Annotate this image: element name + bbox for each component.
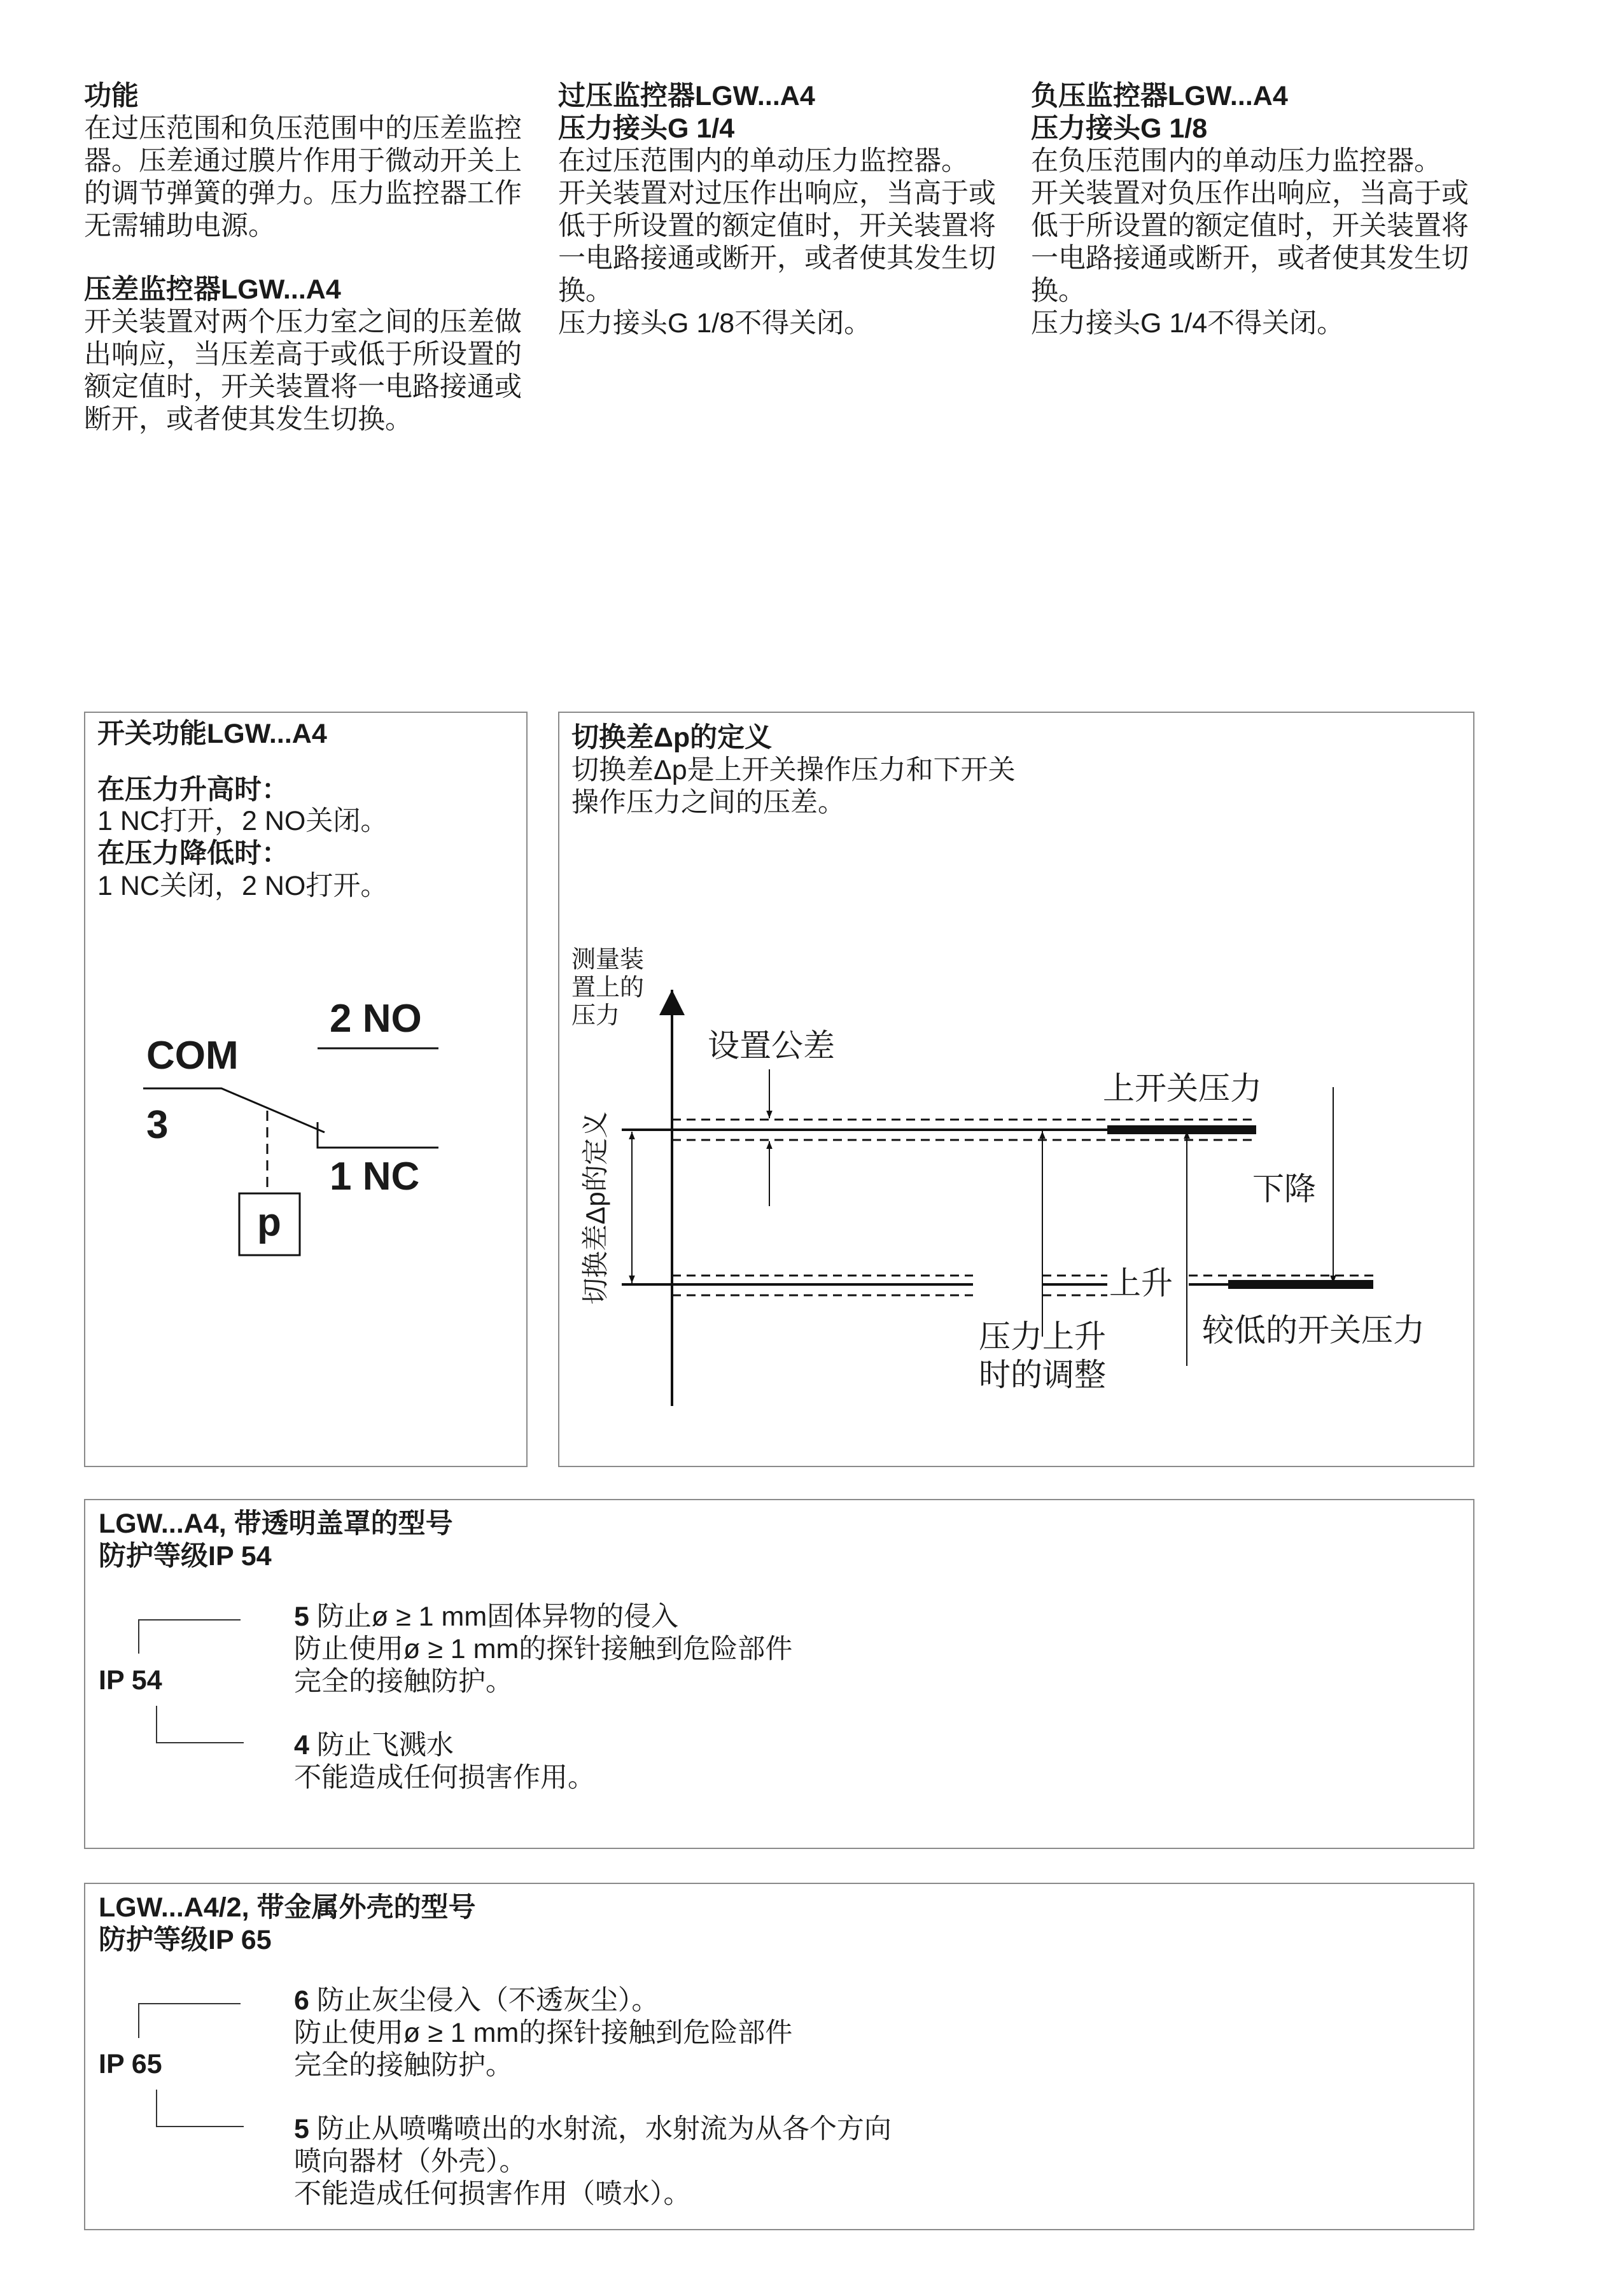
no-contact-label: 2 NO bbox=[330, 997, 422, 1041]
com-label: COM bbox=[146, 1034, 239, 1078]
delta-p-label: 切换差Δp的定义 bbox=[580, 1111, 610, 1305]
com-number-label: 3 bbox=[146, 1103, 169, 1147]
upper-switch-label: 上开关压力 bbox=[1103, 1071, 1262, 1106]
ip65-second-line: 喷向器材（外壳）。 bbox=[294, 2146, 527, 2177]
ip65-first-text: 防止灰尘侵入（不透灰尘）。 bbox=[316, 1985, 659, 2016]
diff-monitor-line: 额定值时，开关装置将一电路接通或 bbox=[84, 372, 522, 402]
switching-difference-title: 切换差Δp的定义 bbox=[571, 722, 773, 753]
diff-monitor-heading: 压差监控器LGW...A4 bbox=[84, 274, 341, 305]
ip54-second-text: 防止飞溅水 bbox=[316, 1730, 454, 1761]
ip65-code: IP 65 bbox=[99, 2049, 162, 2079]
function-line: 的调节弹簧的弹力。压力监控器工作 bbox=[84, 178, 522, 209]
underpressure-line: 在负压范围内的单动压力监控器。 bbox=[1031, 146, 1441, 176]
ip65-second-line bbox=[294, 2113, 892, 2146]
falling-label: 下降 bbox=[1252, 1171, 1316, 1207]
falling-heading: 在压力降低时： bbox=[97, 838, 289, 869]
switching-difference-line: 切换差Δp是上开关操作压力和下开关 bbox=[571, 755, 1016, 785]
ip65-second-digit: 5 bbox=[294, 2114, 309, 2144]
ip65-first-line: 防止使用ø ≥ 1 mm的探针接触到危险部件 bbox=[294, 2018, 793, 2048]
overpressure-line: 开关装置对过压作出响应，当高于或 bbox=[558, 178, 996, 209]
overpressure-subheading: 压力接头G 1/4 bbox=[558, 113, 735, 144]
ip65-box bbox=[84, 1883, 1474, 2230]
underpressure-line: 开关装置对负压作出响应，当高于或 bbox=[1031, 178, 1469, 209]
y-axis-label: 压力 bbox=[571, 1002, 620, 1029]
function-line: 在过压范围和负压范围中的压差监控 bbox=[84, 113, 522, 144]
underpressure-line: 低于所设置的额定值时，开关装置将 bbox=[1031, 211, 1469, 241]
y-axis-label: 置上的 bbox=[571, 974, 645, 1001]
ip54-first-line bbox=[294, 1601, 678, 1633]
ip65-first-digit: 6 bbox=[294, 1985, 309, 2016]
ip65-first-line bbox=[294, 1985, 659, 2017]
overpressure-line: 低于所设置的额定值时，开关装置将 bbox=[558, 211, 996, 241]
diff-monitor-line: 开关装置对两个压力室之间的压差做 bbox=[84, 307, 522, 337]
overpressure-line: 换。 bbox=[558, 276, 613, 306]
ip54-subtitle: 防护等级IP 54 bbox=[99, 1541, 272, 1571]
ip54-first-digit: 5 bbox=[294, 1601, 309, 1632]
ip65-first-line: 完全的接触防护。 bbox=[294, 2050, 513, 2081]
ip54-first-line: 完全的接触防护。 bbox=[294, 1666, 513, 1697]
ip65-second-text: 防止从喷嘴喷出的水射流，水射流为从各个方向 bbox=[316, 2114, 892, 2144]
pressure-box-label: p bbox=[257, 1200, 281, 1244]
ip54-first-text: 防止ø ≥ 1 mm固体异物的侵入 bbox=[316, 1601, 679, 1632]
function-line: 器。压差通过膜片作用于微动开关上 bbox=[84, 146, 522, 176]
ip54-second-line: 不能造成任何损害作用。 bbox=[294, 1762, 595, 1793]
ip54-second-line bbox=[294, 1729, 454, 1762]
lower-switch-label: 较低的开关压力 bbox=[1202, 1312, 1425, 1348]
overpressure-line: 在过压范围内的单动压力监控器。 bbox=[558, 146, 969, 176]
overpressure-line: 一电路接通或断开，或者使其发生切 bbox=[558, 243, 996, 274]
falling-text: 1 NC关闭，2 NO打开。 bbox=[97, 871, 388, 901]
ip65-subtitle: 防护等级IP 65 bbox=[99, 1925, 272, 1955]
switching-difference-line: 操作压力之间的压差。 bbox=[571, 787, 845, 818]
rising-label: 上升 bbox=[1109, 1265, 1173, 1301]
rising-text: 1 NC打开，2 NO关闭。 bbox=[97, 806, 388, 836]
adjust-label: 压力上升 bbox=[979, 1319, 1106, 1354]
underpressure-line: 一电路接通或断开，或者使其发生切 bbox=[1031, 243, 1469, 274]
nc-contact-label: 1 NC bbox=[330, 1155, 420, 1199]
overpressure-line: 压力接头G 1/8不得关闭。 bbox=[558, 308, 872, 339]
switch-function-title: 开关功能LGW...A4 bbox=[97, 719, 327, 749]
tolerance-label: 设置公差 bbox=[708, 1028, 835, 1064]
function-line: 无需辅助电源。 bbox=[84, 211, 276, 241]
ip54-first-line: 防止使用ø ≥ 1 mm的探针接触到危险部件 bbox=[294, 1634, 793, 1664]
underpressure-line: 压力接头G 1/4不得关闭。 bbox=[1031, 308, 1345, 339]
ip54-code: IP 54 bbox=[99, 1665, 162, 1696]
ip54-box bbox=[84, 1499, 1474, 1849]
underpressure-heading: 负压监控器LGW...A4 bbox=[1031, 81, 1288, 111]
overpressure-heading: 过压监控器LGW...A4 bbox=[558, 81, 815, 111]
underpressure-subheading: 压力接头G 1/8 bbox=[1031, 113, 1208, 144]
diff-monitor-line: 断开，或者使其发生切换。 bbox=[84, 404, 412, 435]
adjust-label: 时的调整 bbox=[979, 1357, 1106, 1393]
y-axis-label: 测量装 bbox=[571, 946, 645, 973]
underpressure-line: 换。 bbox=[1031, 276, 1086, 306]
diff-monitor-line: 出响应，当压差高于或低于所设置的 bbox=[84, 339, 522, 370]
rising-heading: 在压力升高时： bbox=[97, 775, 289, 805]
ip54-second-digit: 4 bbox=[294, 1730, 309, 1761]
ip54-title: LGW...A4, 带透明盖罩的型号 bbox=[99, 1508, 453, 1539]
ip65-second-line: 不能造成任何损害作用（喷水）。 bbox=[294, 2179, 691, 2209]
ip65-title: LGW...A4/2, 带金属外壳的型号 bbox=[99, 1892, 476, 1923]
function-heading: 功能 bbox=[84, 81, 139, 111]
